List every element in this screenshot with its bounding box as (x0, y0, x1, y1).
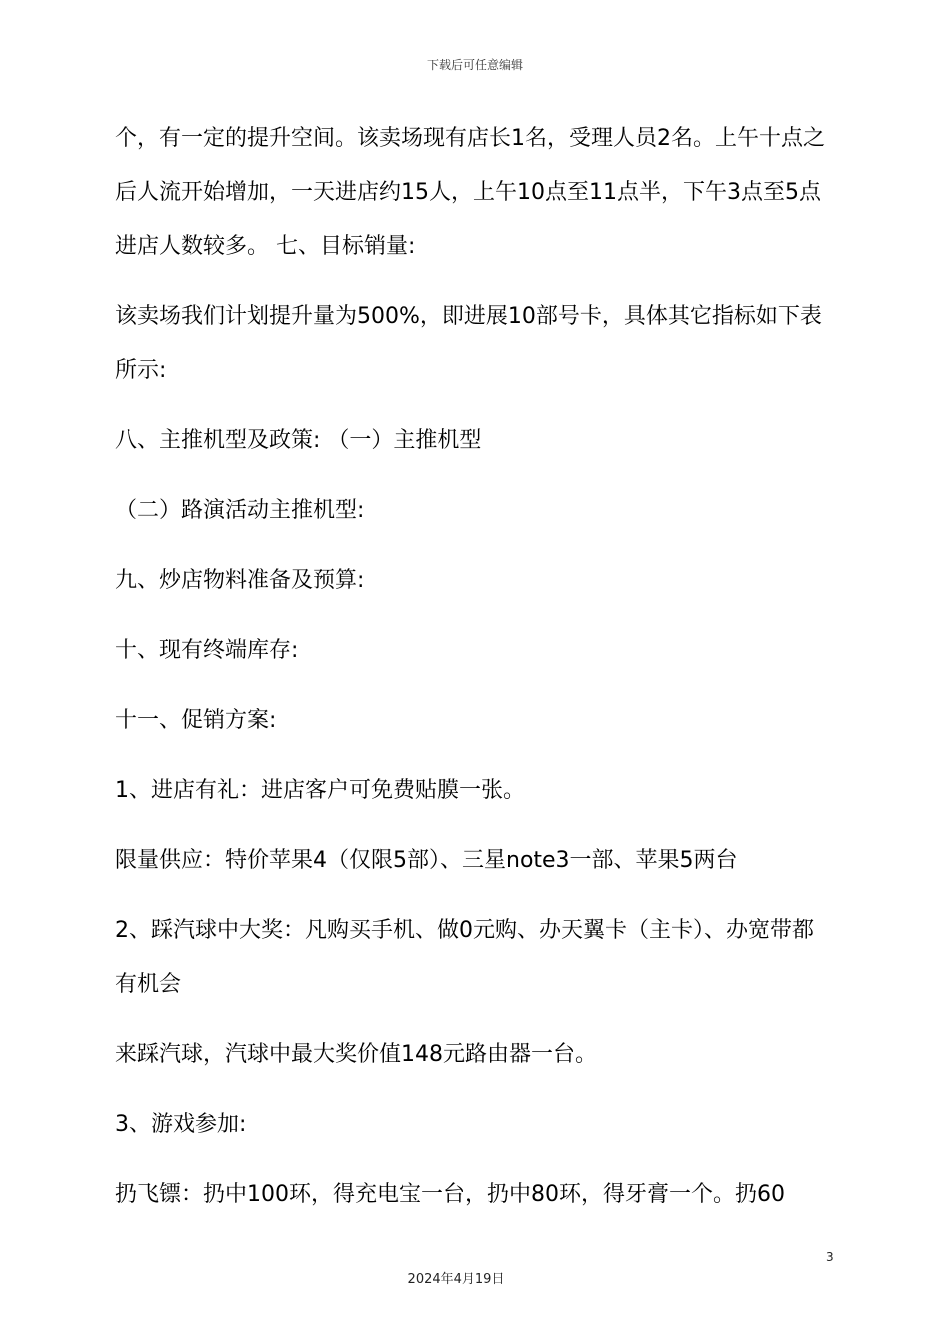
paragraph-darts: 扔飞镖：扔中100环，得充电宝一台，扔中80环，得牙膏一个。扔60 (115, 1182, 785, 1207)
paragraph-entry-gift: 1、进店有礼：进店客户可免费贴膜一张。 (115, 778, 525, 803)
paragraph-balloon-prize: 2、踩汽球中大奖：凡购买手机、做0元购、办天翼卡（主卡）、办宽带都有机会 (115, 918, 814, 997)
paragraph-store-overview: 个，有一定的提升空间。该卖场现有店长1名，受理人员2名。上午十点之后人流开始增加，一天进店约15人，上午10点至11点半，下午3点至5点进店人数较多。 七、目标销量: (115, 126, 825, 259)
paragraph-balloon-top-prize: 来踩汽球，汽球中最大奖价值148元路由器一台。 (115, 1042, 597, 1067)
paragraph-main-models: 八、主推机型及政策: （一）主推机型 (115, 428, 482, 453)
paragraph-sales-target: 该卖场我们计划提升量为500%，即进展10部号卡，具体其它指标如下表所示: (115, 304, 822, 383)
paragraph-promotion-plan: 十一、促销方案: (115, 708, 277, 733)
page-number: 3 (826, 1250, 834, 1264)
paragraph-roadshow-models: （二）路演活动主推机型: (115, 498, 365, 523)
paragraph-limited-supply: 限量供应：特价苹果4（仅限5部）、三星note3一部、苹果5两台 (115, 848, 738, 873)
footer-date: 2024年4月19日 (407, 1272, 505, 1287)
paragraph-inventory: 十、现有终端库存: (115, 638, 299, 663)
paragraph-materials-budget: 九、炒店物料准备及预算: (115, 568, 365, 593)
document-body (115, 112, 835, 1238)
paragraph-game-participation: 3、游戏参加: (115, 1112, 247, 1137)
header-note: 下载后可任意编辑 (426, 58, 523, 72)
